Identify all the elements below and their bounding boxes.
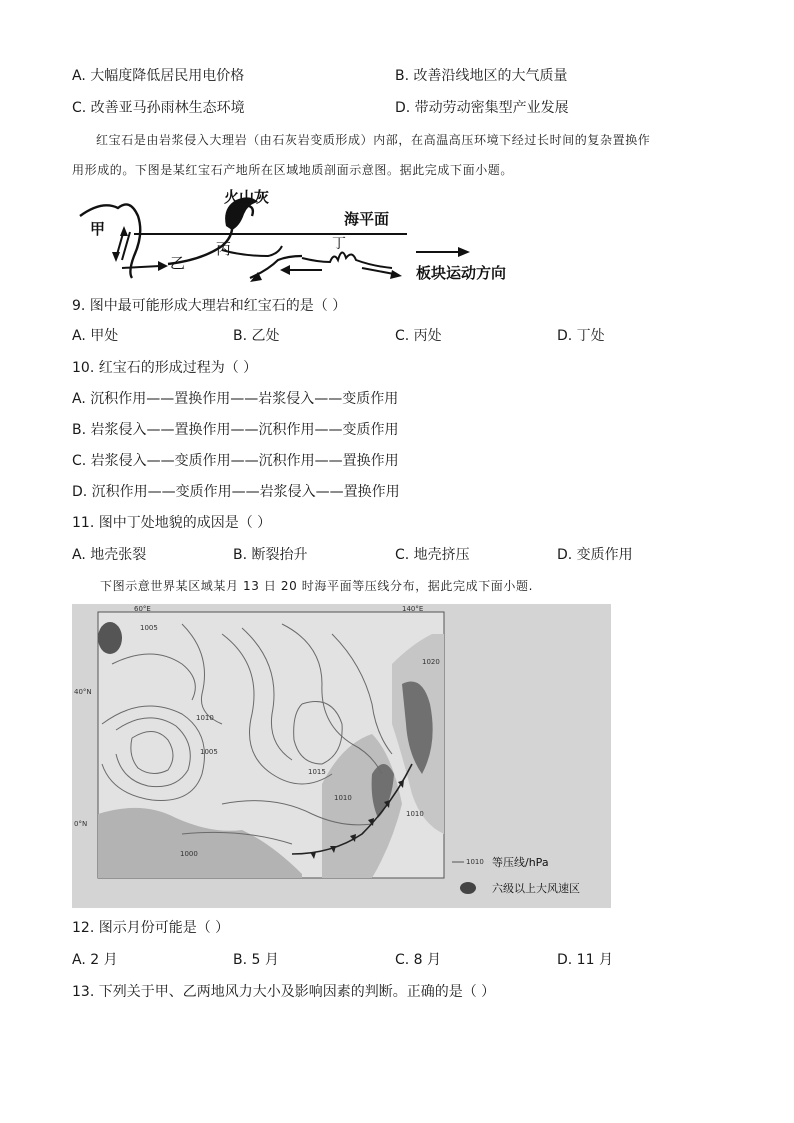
iso-label-1010-b: 1010 (334, 794, 352, 802)
ridge-arrow-left-head (280, 265, 290, 275)
q10-option-b: B. 岩浆侵入——置换作用——沉积作用——变质作用 (72, 422, 399, 438)
ridge-arrow-right-head (390, 270, 402, 279)
q11-option-d: D. 变质作用 (557, 547, 633, 563)
legend-isobar-label: 等压线/hPa (492, 856, 549, 869)
lat-label-40n: 40°N (74, 688, 92, 696)
arrow-yi-head (158, 261, 168, 271)
label-yi: 乙 (170, 254, 186, 272)
ridge-ding (302, 252, 392, 268)
q9-option-c: C. 丙处 (395, 328, 442, 344)
q8-option-c: C. 改善亚马孙雨林生态环境 (72, 100, 245, 116)
label-plate-motion: 板块运动方向 (416, 264, 507, 282)
q9-option-d: D. 丁处 (557, 328, 605, 344)
q13-stem: 13. 下列关于甲、乙两地风力大小及影响因素的判断。正确的是（ ） (72, 984, 496, 1000)
intro2-line1: 下图示意世界某区域某月 13 日 20 时海平面等压线分布，据此完成下面小题. (100, 579, 534, 593)
q10-option-c: C. 岩浆侵入——变质作用——沉积作用——置换作用 (72, 453, 399, 469)
iso-label-1010-c: 1010 (406, 810, 424, 818)
iso-label-1020: 1020 (422, 658, 440, 666)
q12-option-c: C. 8 月 (395, 952, 442, 968)
q12-stem: 12. 图示月份可能是（ ） (72, 920, 230, 936)
iso-label-1005-b: 1005 (200, 748, 218, 756)
intro1-line2: 用形成的。下图是某红宝石产地所在区域地质剖面示意图。据此完成下面小题。 (72, 163, 514, 177)
q8-option-d: D. 带动劳动密集型产业发展 (395, 100, 569, 116)
lat-label-20n: 0°N (74, 820, 88, 828)
q10-option-a: A. 沉积作用——置换作用——岩浆侵入——变质作用 (72, 391, 399, 407)
legend-wind-label: 六级以上大风速区 (492, 882, 580, 895)
lon-label-60e: 60°E (134, 605, 151, 613)
label-bing: 丙 (216, 240, 232, 258)
q11-stem: 11. 图中丁处地貌的成因是（ ） (72, 515, 272, 531)
iso-label-1000: 1000 (180, 850, 198, 858)
q11-option-b: B. 断裂抬升 (233, 547, 308, 563)
legend-wind-swatch (460, 882, 476, 894)
iso-label-1010-a: 1010 (196, 714, 214, 722)
q9-option-a: A. 甲处 (72, 328, 119, 344)
legend-isobar-sample-value: 1010 (466, 858, 484, 866)
q10-stem: 10. 红宝石的形成过程为（ ） (72, 360, 258, 376)
q12-option-b: B. 5 月 (233, 952, 279, 968)
q8-option-a: A. 大幅度降低居民用电价格 (72, 68, 245, 84)
plate-motion-legend-head (458, 247, 470, 257)
wind-area-northwest (98, 622, 122, 654)
label-ding: 丁 (332, 236, 346, 252)
label-jia: 甲 (90, 220, 106, 238)
q11-option-a: A. 地壳张裂 (72, 547, 147, 563)
isobar-map (72, 604, 611, 908)
geologic-section-diagram (72, 186, 532, 286)
lon-label-140e: 140°E (402, 605, 424, 613)
q8-option-b: B. 改善沿线地区的大气质量 (395, 68, 568, 84)
iso-label-1015: 1015 (308, 768, 326, 776)
q9-option-b: B. 乙处 (233, 328, 280, 344)
fault-arrow-down (112, 252, 120, 262)
iso-label-1005-a: 1005 (140, 624, 158, 632)
label-volcanic-ash: 火山灰 (224, 188, 270, 206)
arrow-yi-shaft (122, 266, 160, 268)
intro1-line1: 红宝石是由岩浆侵入大理岩（由石灰岩变质形成）内部，在高温高压环境下经过长时间的复杂置换作 (96, 133, 651, 147)
fault-arrow-up (120, 226, 128, 236)
q9-stem: 9. 图中最可能形成大理岩和红宝石的是（ ） (72, 298, 347, 314)
q12-option-a: A. 2 月 (72, 952, 118, 968)
q12-option-d: D. 11 月 (557, 952, 613, 968)
label-sea-level: 海平面 (344, 210, 390, 228)
q10-option-d: D. 沉积作用——变质作用——岩浆侵入——置换作用 (72, 484, 400, 500)
ridge-arrow-right-shaft (362, 268, 394, 274)
q11-option-c: C. 地壳挤压 (395, 547, 470, 563)
